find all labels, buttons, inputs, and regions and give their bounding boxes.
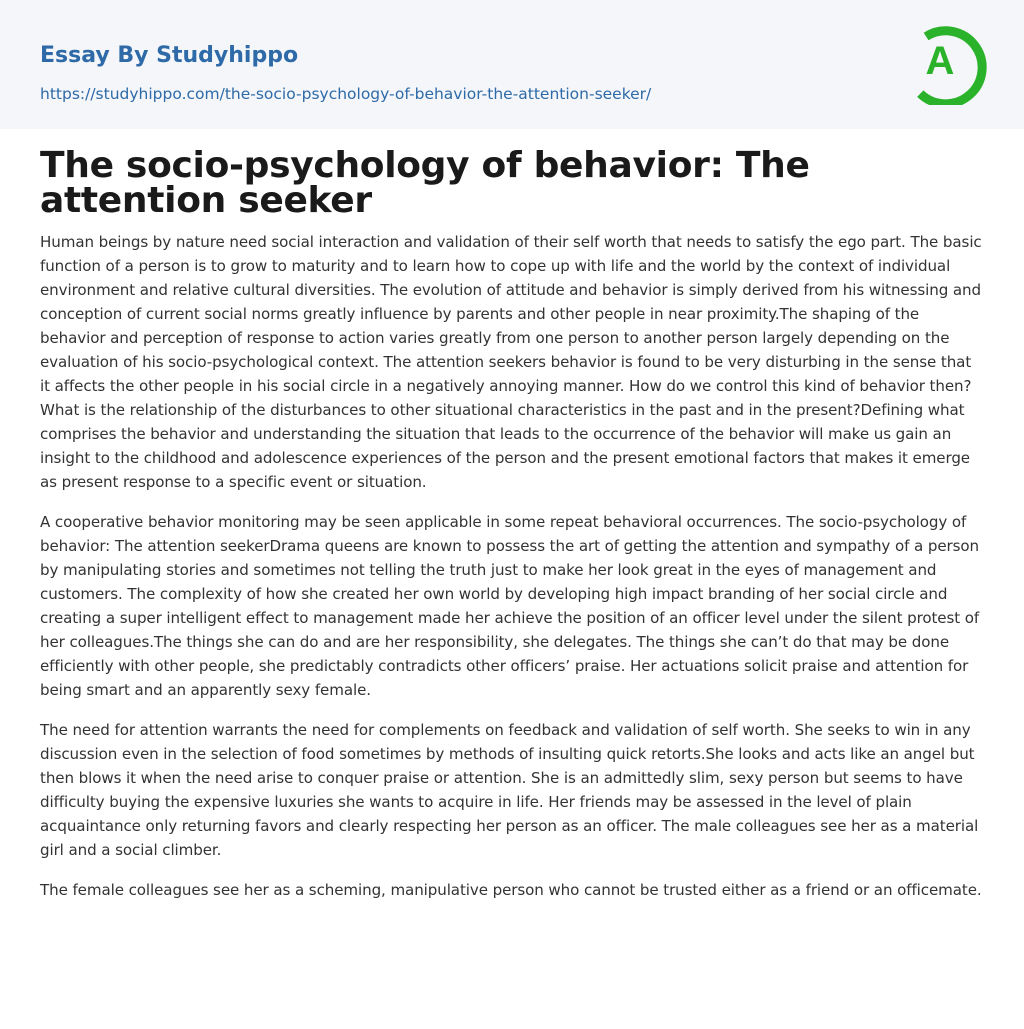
circle-a-logo-icon[interactable] (906, 19, 990, 105)
essay-paragraph: The need for attention warrants the need for complements on feedback and validation of self worth. She seeks to win in any discussion even in the selection of food sometimes by methods of insulting quick retorts.She looks and acts like an angel but then blows it when the need arise to conquer praise or attention. She is an admittedly slim, sexy person but seems to have difficulty buying the expensive luxuries she wants to acquire in life. Her friends may be assessed in the level of plain acquaintance only returning favors and clearly respecting her person as an officer. The male colleagues see her as a material girl and a social climber. (40, 721, 979, 859)
essay-paragraph: Human beings by nature need social interaction and validation of their self worth that needs to satisfy the ego part. The basic function of a person is to grow to maturity and to learn how to cope up with life and the world by the context of individual environment and relative cultural diversities. The evolution of attitude and behavior is simply derived from his witnessing and conception of current social norms greatly influence by parents and other people in near proximity.The shaping of the behavior and perception of response to action varies greatly from one person to another person largely depending on the evaluation of his socio-psychological context. The attention seekers behavior is found to be very disturbing in the sense that it affects the other people in his social circle in a negatively annoying manner. How do we control this kind of behavior then? What is the relationship of the disturbances to other situational characteristics in the past and in the present?Defining what comprises the behavior and understanding the situation that leads to the occurrence of the behavior will make us gain an insight to the childhood and adolescence experiences of the person and the present emotional factors that makes it emerge as present response to a specific event or situation. (40, 233, 982, 491)
logo-letter: A (925, 39, 955, 83)
essay-paragraph: A cooperative behavior monitoring may be seen applicable in some repeat behavioral occurrences. The socio-psychology of behavior: The attention seekerDrama queens are known to possess the art of getting the attention and sympathy of a person by manipulating stories and sometimes not telling the truth just to make her look great in the eyes of management and customers. The complexity of how she created her own world by developing high impact branding of her social circle and creating a super intelligent effect to management made her achieve the position of an officer level under the silent protest of her colleagues.The things she can do and are her responsibility, she delegates. The things she can’t do that may be done efficiently with other people, she predictably contradicts other officers’ praise. Her actuations solicit praise and attention for being smart and an apparently sexy female. (40, 513, 980, 699)
essay-body (40, 230, 985, 918)
essay-url-link[interactable]: https://studyhippo.com/the-socio-psychology-of-behavior-the-attention-seeker/ (40, 85, 652, 103)
site-header (0, 0, 1024, 129)
essay-title: The socio-psychology of behavior: The attention seeker (40, 145, 810, 221)
site-brand[interactable]: Essay By Studyhippo (40, 43, 299, 68)
essay-paragraph: The female colleagues see her as a scheming, manipulative person who cannot be trusted either as a friend or an officemate. (40, 881, 982, 899)
